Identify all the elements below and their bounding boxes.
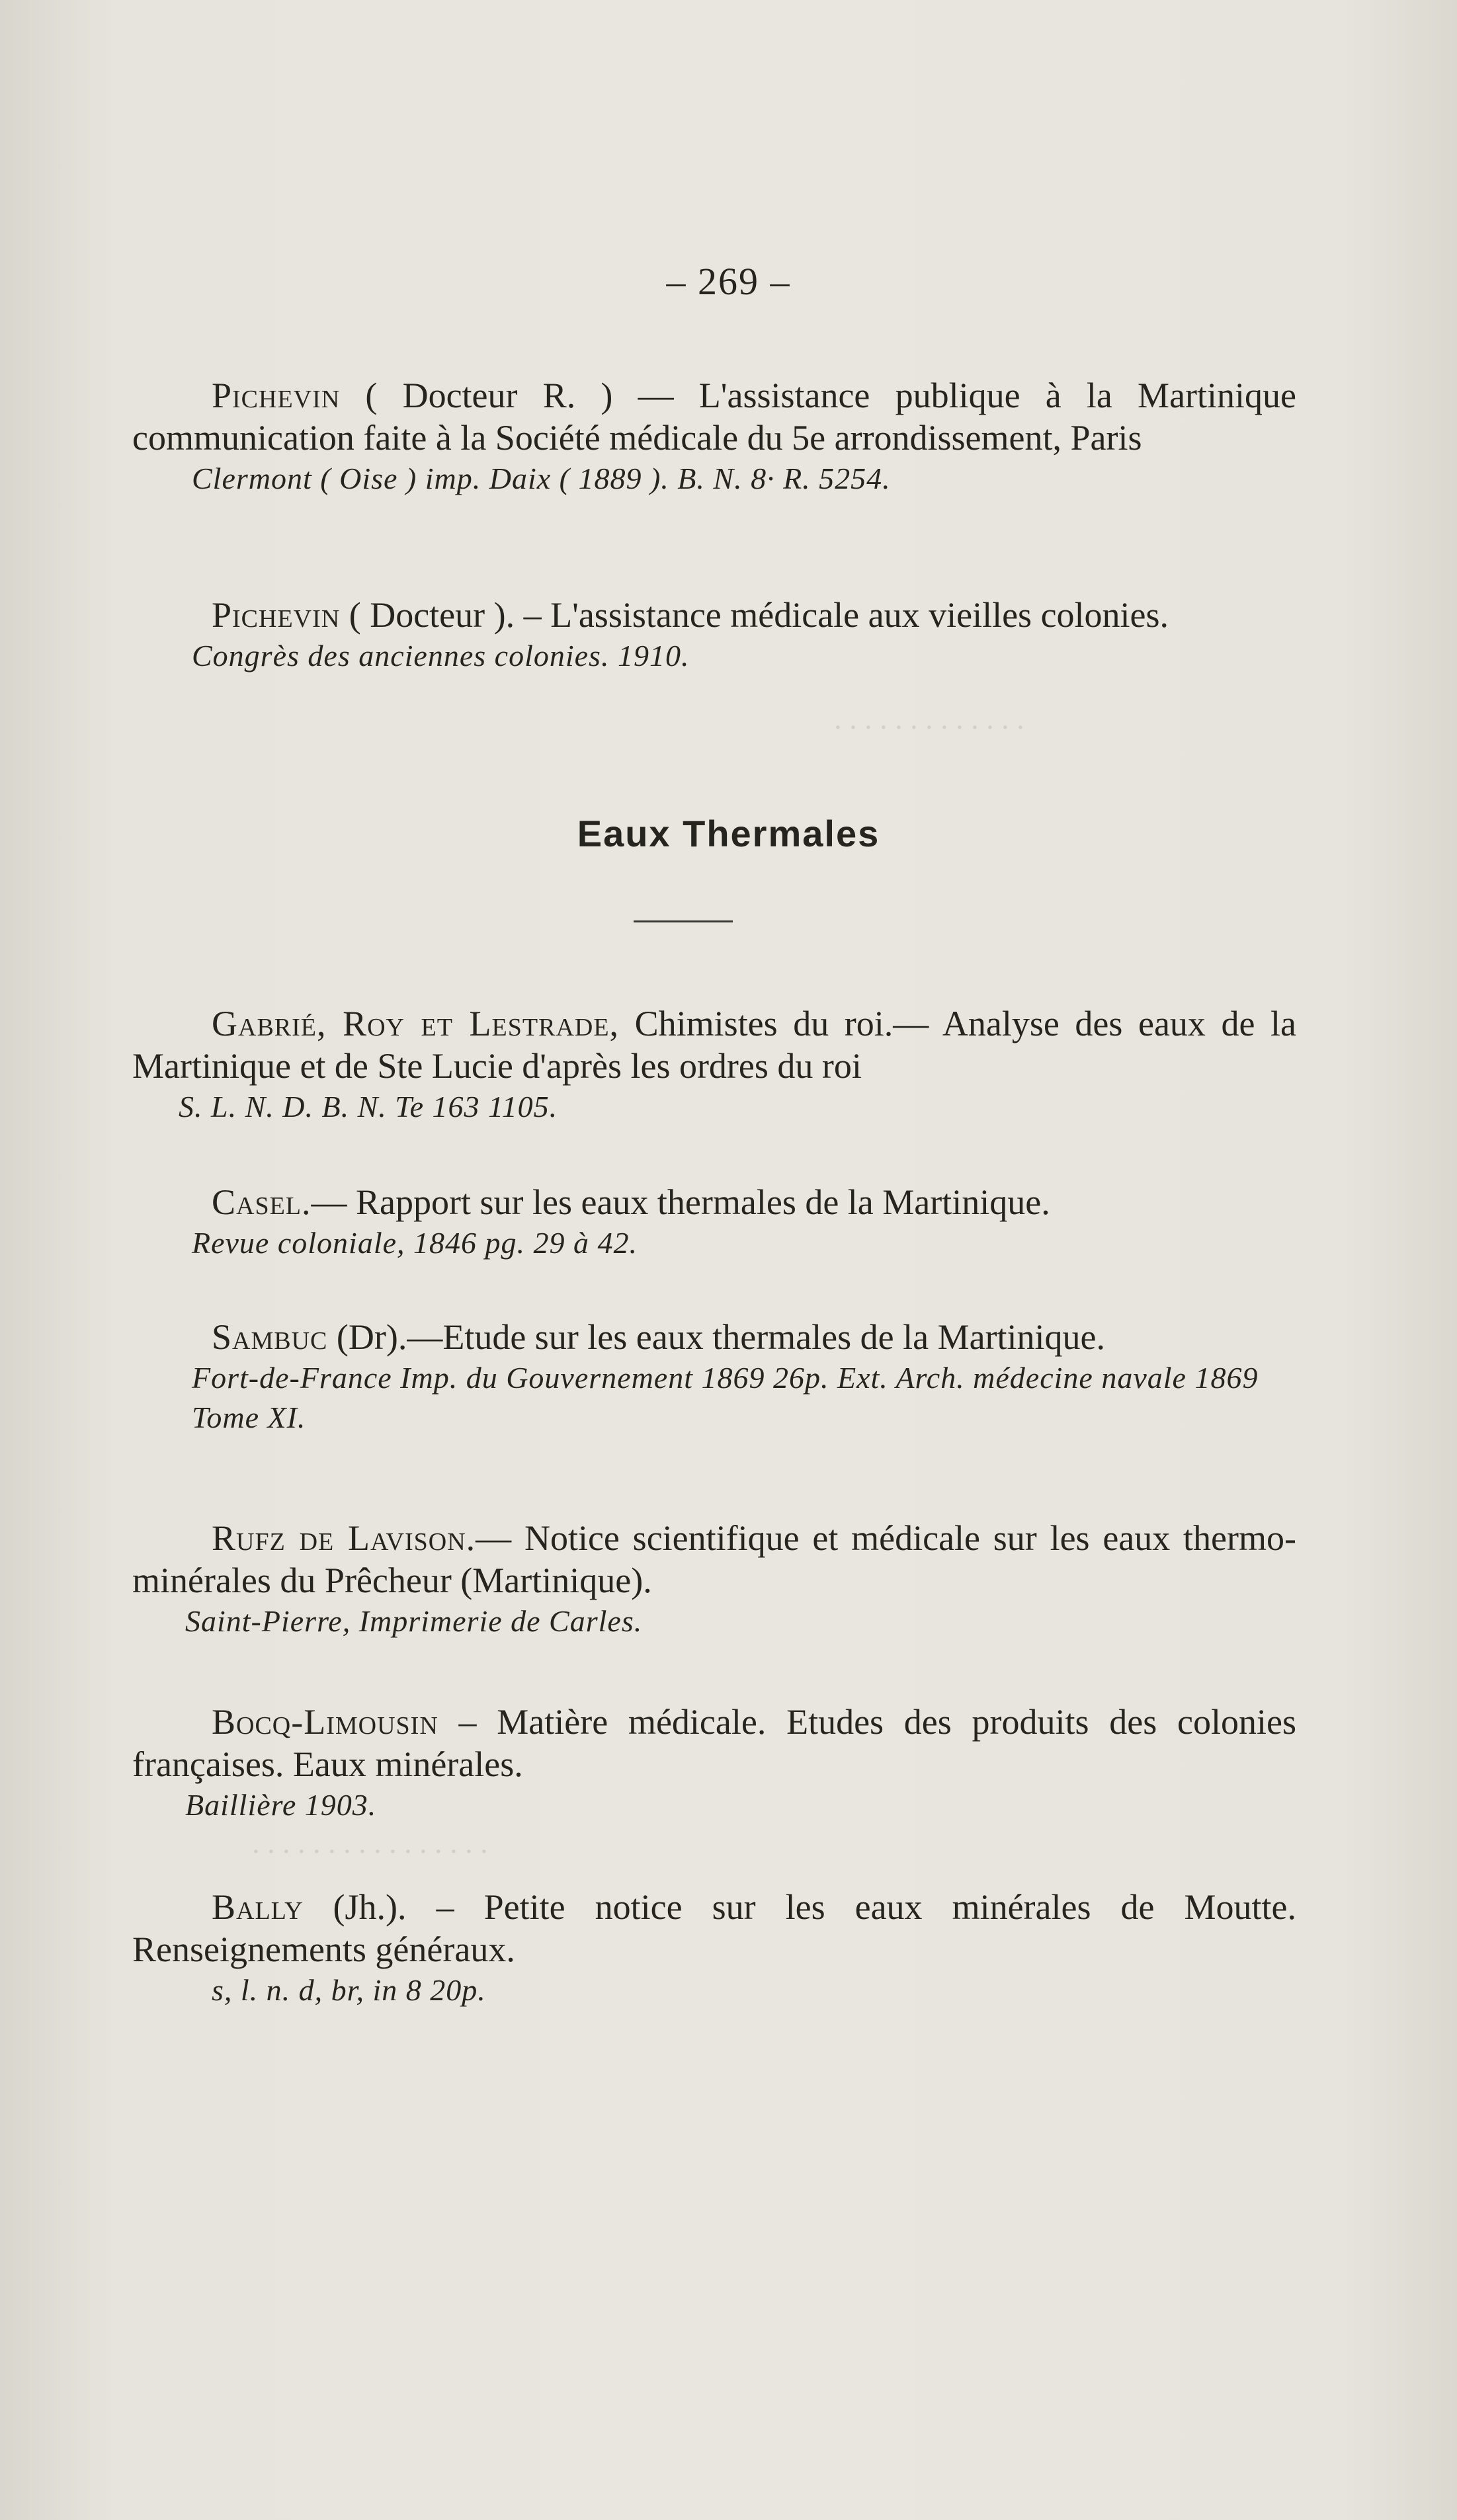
entry-text	[132, 594, 1296, 636]
entry-text	[132, 1886, 1296, 1971]
bibliography-entry	[132, 1701, 1296, 1825]
entry-text	[132, 1002, 1296, 1087]
bibliography-entry	[132, 594, 1296, 676]
bibliography-entry	[132, 1886, 1296, 2010]
bibliography-entry	[132, 1316, 1296, 1438]
entry-description: ( Docteur R. ) — L'assistance publique à la Martinique communication faite à la Société médicale du 5e arrondissement, Paris	[132, 376, 1296, 458]
entry-author: Casel.	[212, 1182, 312, 1222]
entry-description: (Jh.). – Petite notice sur les eaux minérales de Moutte. Renseignements généraux.	[132, 1887, 1296, 1969]
entry-publication: Clermont ( Oise ) imp. Daix ( 1889 ). B. N. 8· R. 5254.	[192, 462, 891, 495]
bibliography-entry	[132, 1517, 1296, 1641]
entry-author: Bocq-Limousin	[212, 1702, 438, 1742]
bleed-through-text: . . . . . . . . . . . . . . . .	[251, 1826, 487, 1859]
entry-author: Gabrié, Roy et Lestrade,	[212, 1004, 620, 1043]
entry-publication: Baillière 1903.	[185, 1788, 377, 1822]
entry-publication: Fort-de-France Imp. du Gouvernement 1869 26p. Ext. Arch. médecine navale 1869 Tome XI.	[192, 1361, 1259, 1434]
entry-description: Chimistes du roi.— Analyse des eaux de la Martinique et de Ste Lucie d'après les ordres du roi	[132, 1004, 1296, 1086]
section-divider	[634, 920, 733, 922]
entry-publication: S. L. N. D. B. N. Te 163 1105.	[179, 1090, 558, 1123]
entry-author: Pichevin	[212, 595, 341, 635]
entry-author: Bally	[212, 1887, 304, 1927]
entry-text	[132, 1517, 1296, 1602]
bibliography-entry	[132, 1002, 1296, 1127]
bibliography-entry	[132, 374, 1296, 499]
entry-publication: s, l. n. d, br, in 8 20p.	[212, 1973, 486, 2007]
section-heading: Eaux Thermales	[577, 813, 880, 854]
entry-author: Sambuc	[212, 1317, 328, 1357]
entry-publication: Saint-Pierre, Imprimerie de Carles.	[185, 1604, 643, 1638]
entry-description: ( Docteur ). – L'assistance médicale aux vieilles colonies.	[340, 595, 1169, 635]
entry-description: (Dr).—Etude sur les eaux thermales de la Martinique.	[327, 1317, 1106, 1357]
entry-text	[132, 1316, 1296, 1358]
entry-author: Rufz de Lavison.	[212, 1518, 476, 1558]
entry-description: — Rapport sur les eaux thermales de la Martinique.	[311, 1182, 1050, 1222]
entry-description: – Matière médicale. Etudes des produits des colonies françaises. Eaux minérales.	[132, 1702, 1296, 1784]
bleed-through-text: . . . . . . . . . . . . .	[833, 702, 1024, 735]
entry-publication: Revue coloniale, 1846 pg. 29 à 42.	[192, 1226, 638, 1260]
entry-text	[132, 1701, 1296, 1785]
entry-author: Pichevin	[212, 376, 341, 415]
entry-description: — Notice scientifique et médicale sur les eaux thermo-minérales du Prêcheur (Martinique).	[132, 1518, 1296, 1600]
entry-text	[132, 374, 1296, 459]
entry-publication: Congrès des anciennes colonies. 1910.	[192, 639, 690, 672]
entry-text	[132, 1181, 1296, 1223]
page-number: – 269 –	[666, 260, 791, 303]
bibliography-entry	[132, 1181, 1296, 1263]
